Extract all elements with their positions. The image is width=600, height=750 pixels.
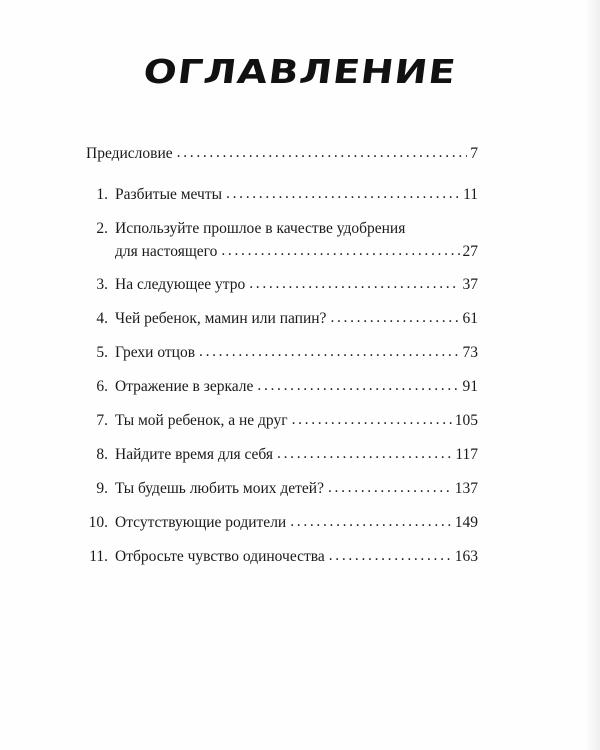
toc-entry-page: 37	[462, 276, 478, 293]
toc-entry-5	[86, 343, 478, 363]
toc-entry-title: Найдите время для себя	[115, 446, 274, 463]
toc-entry-2	[86, 219, 478, 262]
dot-leader	[329, 546, 452, 566]
dot-leader	[328, 478, 452, 498]
dot-leader	[277, 444, 452, 464]
toc-entry-number: 7.	[96, 412, 108, 429]
toc-entry-10	[78, 513, 478, 533]
dot-leader	[177, 143, 468, 163]
toc-entry-number: 1.	[96, 186, 108, 203]
toc-entry-title: Ты мой ребенок, а не друг	[115, 412, 288, 429]
dot-leader	[226, 184, 460, 204]
toc-entry-3	[86, 275, 478, 295]
toc-entry-page: 61	[462, 310, 478, 327]
toc-entry-4	[86, 309, 478, 329]
page-title: ОГЛАВЛЕНИЕ	[141, 52, 459, 91]
toc-entry-title: Ты будешь любить моих детей?	[115, 480, 324, 497]
page-edge-shadow	[586, 0, 600, 750]
toc-entry-9	[86, 479, 478, 499]
toc-entry-page: 11	[463, 186, 478, 203]
dot-leader	[292, 410, 452, 430]
toc-entry-page: 137	[454, 480, 478, 497]
toc-entry-7	[86, 411, 478, 431]
toc-entry-number: 10.	[88, 514, 108, 531]
toc-entry-number: 5.	[96, 344, 108, 361]
toc-entry-6	[86, 377, 478, 397]
toc-entry-number: 4.	[96, 310, 108, 327]
toc-entry-title: Чей ребенок, мамин или папин?	[115, 310, 327, 327]
toc-entry-title: Отражение в зеркале	[115, 378, 254, 395]
toc-entry-title-line1: Используйте прошлое в качестве удобрения	[115, 220, 406, 237]
dot-leader	[249, 274, 459, 294]
dot-leader	[330, 308, 459, 328]
toc-entry-number: 3.	[96, 276, 108, 293]
toc-entry-page: 105	[454, 412, 478, 429]
toc-entry-page: 27	[462, 243, 478, 260]
dot-leader	[257, 376, 459, 396]
toc-entry-1	[86, 185, 478, 205]
toc-entry-title: Отбросьте чувство одиночества	[115, 548, 325, 565]
toc-entry-number: 8.	[96, 446, 108, 463]
toc-entry-title: Отсутствующие родители	[115, 514, 287, 531]
dot-leader	[221, 241, 459, 261]
toc-entry-8	[86, 445, 478, 465]
toc-entry-11	[78, 547, 478, 567]
toc-entry-number: 6.	[96, 378, 108, 395]
toc-entry-page: 73	[462, 344, 478, 361]
toc-entry-preface	[86, 144, 478, 164]
toc-entry-page: 91	[462, 378, 478, 395]
dot-leader	[199, 342, 459, 362]
toc-entry-number: 9.	[96, 480, 108, 497]
toc-entry-page: 149	[454, 514, 478, 531]
toc-entry-title: Предисловие	[86, 145, 173, 162]
toc-entry-title: На следующее утро	[115, 276, 246, 293]
toc-entry-page: 7	[470, 145, 478, 162]
toc-entry-page: 163	[454, 548, 478, 565]
toc-entry-number: 2.	[96, 220, 108, 237]
toc-entry-title-line2: для настоящего	[115, 243, 218, 260]
dot-leader	[290, 512, 452, 532]
toc-entry-title: Грехи отцов	[115, 344, 196, 361]
toc-entry-title: Разбитые мечты	[115, 186, 223, 203]
toc-entry-number: 11.	[89, 548, 108, 565]
toc-entry-page: 117	[455, 446, 478, 463]
